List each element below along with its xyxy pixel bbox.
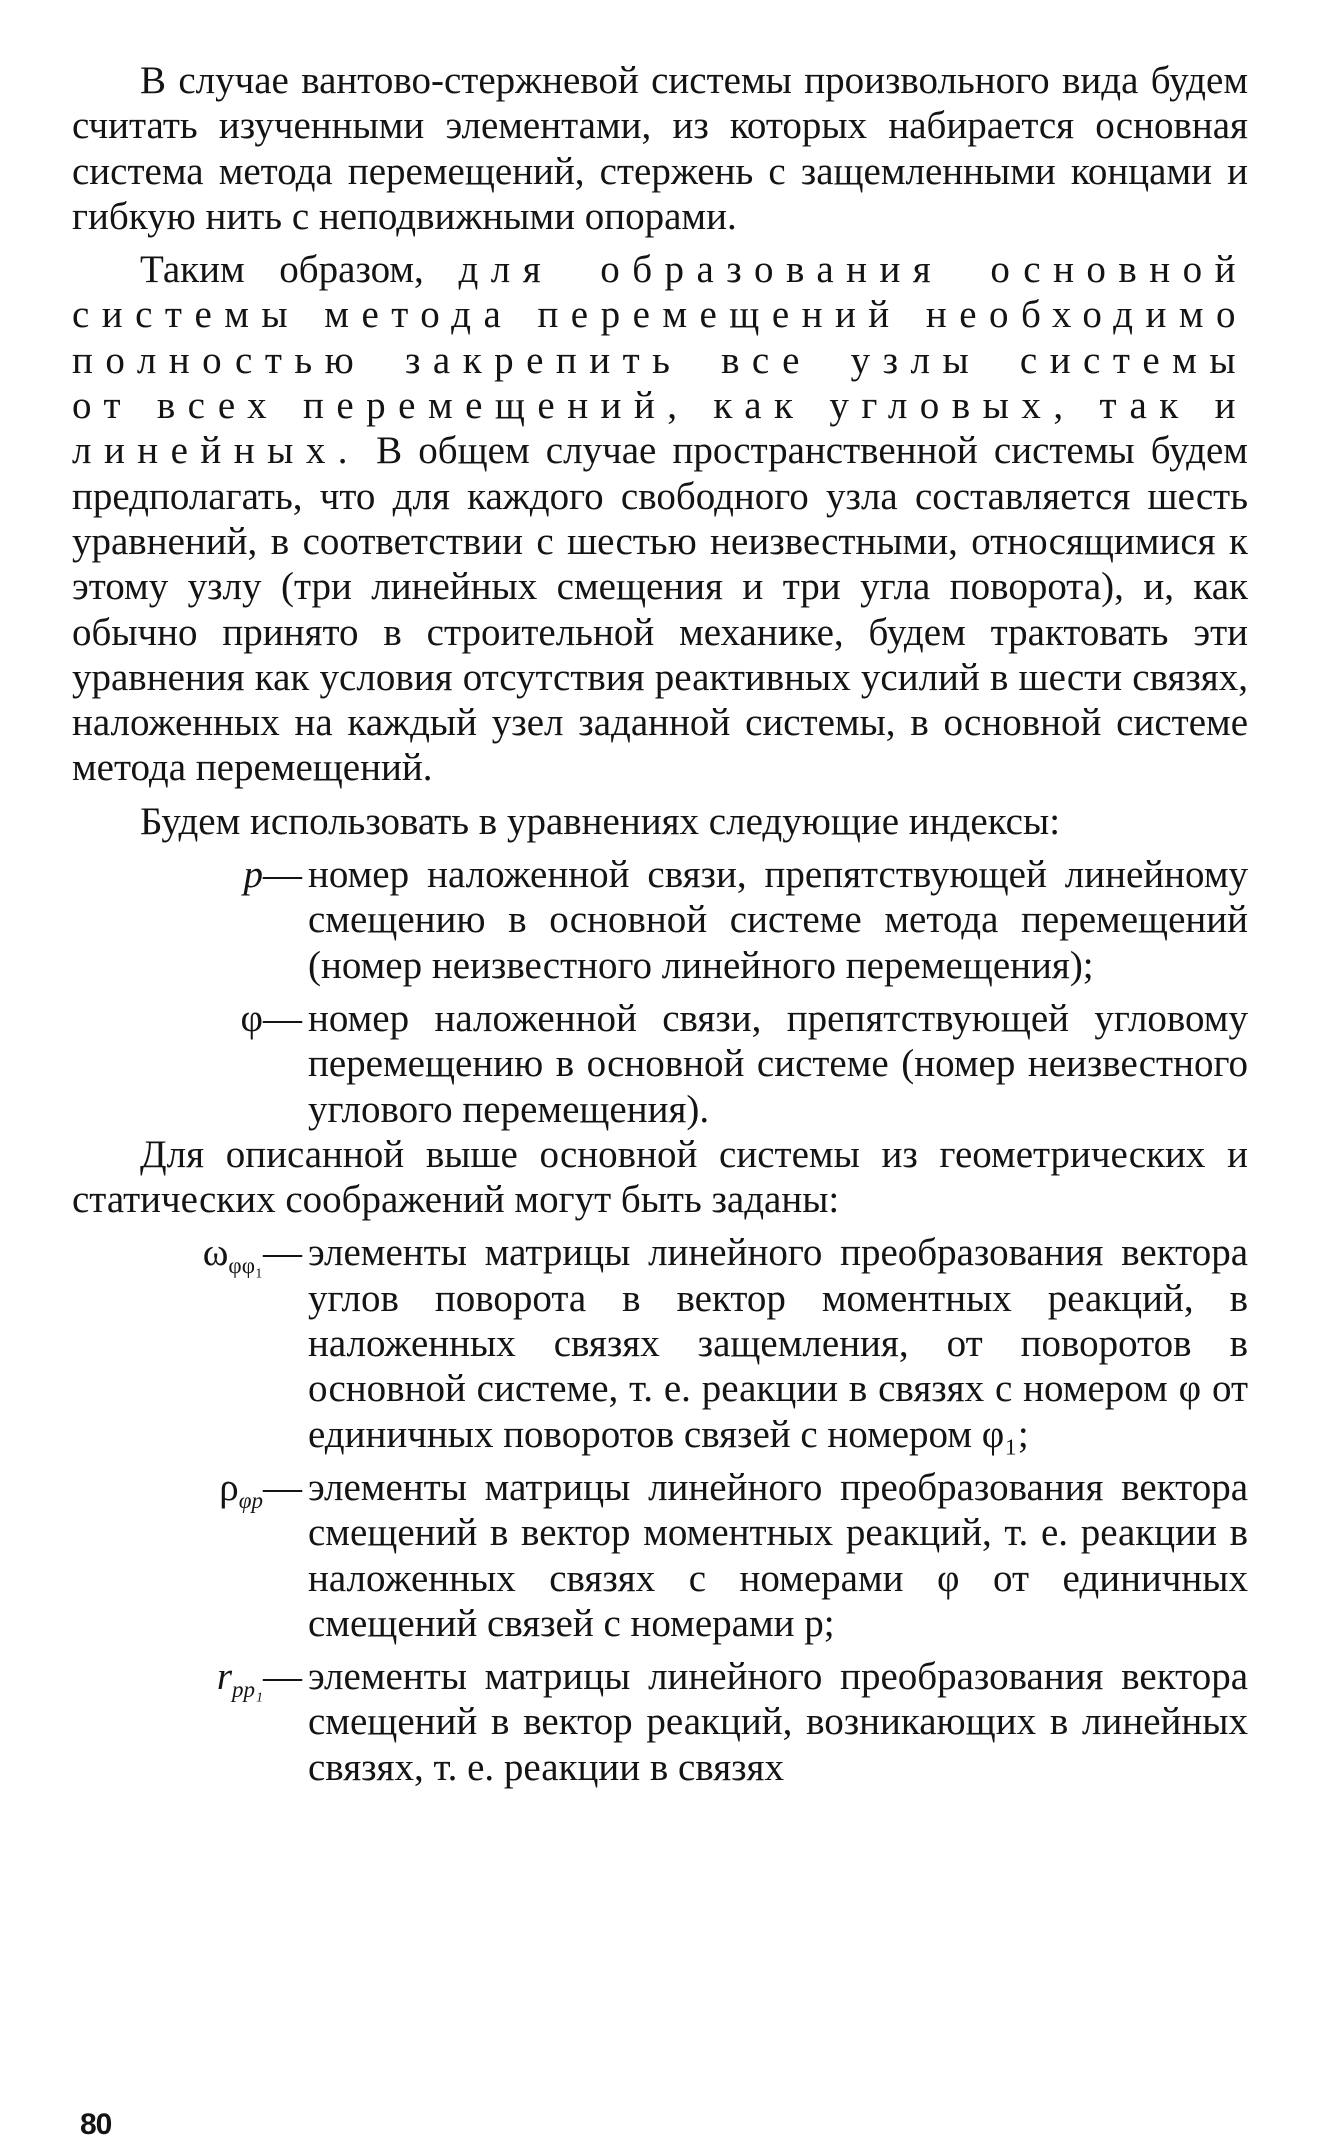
definition-phi xyxy=(72,996,1248,1132)
paragraph-2 xyxy=(72,247,1248,791)
definition-dash: — xyxy=(263,853,302,897)
definition-text: элементы матрицы линейного преобразования вектора смещений в вектор моментных реакций, т. е. реакции в наложенных связях с номерами φ от единичных смещений связей с номерами p; xyxy=(308,1465,1248,1645)
definition-text: элементы матрицы линейного преобразования вектора углов поворота в вектор моментных реакций, в наложенных связях защемления, от поворотов в основной системе, т. е. реакции в связях с номером φ от единичных поворотов связей с номером φ₁; xyxy=(308,1231,1248,1456)
definition-symbol: $\omega_{\varphi\varphi_1}$ xyxy=(202,1231,263,1279)
paragraph-4: Для описанной выше основной системы из геометрических и статических соображений могут быть заданы: xyxy=(72,1132,1248,1222)
definition-text: номер наложенной связи, препятствующей линейному смещению в основной системе метода перемещений (номер неизвестного линейного перемещения); xyxy=(308,853,1248,987)
paragraph-2-rest: В общем случае пространственной системы будем предполагать, что для каждого свободного узла составляется шесть уравнений, в соответствии с шестью неизвестными, относящимися к этому узлу (три линейных смещения и три угла поворота), и, как обычно принято в строительной механике, будем трактовать эти уравнения как условия отсутствия реактивных усилий в шести связях, наложенных на каждый узел заданной системы, в основной системе метода перемещений. xyxy=(72,429,1248,790)
definition-r xyxy=(72,1654,1248,1790)
definition-symbol: p xyxy=(243,853,263,897)
paragraph-2-emphasis: для образования основной системы метода перемещений необходимо полностью закрепить все узлы системы от всех перемещений, как угловых, так и линейных. xyxy=(72,248,1248,473)
definition-symbol: $r_{pp_1}$ xyxy=(216,1655,263,1703)
definition-dash: — xyxy=(263,996,302,1040)
definition-rho xyxy=(72,1465,1248,1646)
definition-omega xyxy=(72,1230,1248,1456)
paragraph-2-lead: Таким образом, xyxy=(140,248,459,292)
page-number: 80 xyxy=(80,2108,112,2141)
definition-symbol: φ xyxy=(240,996,263,1040)
definition-p xyxy=(72,852,1248,988)
paragraph-1: В случае вантово-стержневой системы произвольного вида будем считать изученными элементами, из которых набирается основная система метода перемещений, стержень с защемленными концами и гибкую нить с неподвижными опорами. xyxy=(72,59,1248,238)
page-body xyxy=(72,58,1248,1790)
definition-dash: — xyxy=(263,1465,302,1509)
definition-dash: — xyxy=(263,1231,302,1275)
definition-symbol: $\rho_{\varphi p}$ xyxy=(219,1465,263,1513)
definition-text: элементы матрицы линейного преобразования вектора смещений в вектор реакций, возникающих в линейных связях, т. е. реакции в связях xyxy=(308,1655,1248,1789)
paragraph-3: Будем использовать в уравнениях следующие индексы: xyxy=(140,799,1061,843)
definition-dash: — xyxy=(263,1655,302,1699)
definition-text: номер наложенной связи, препятствующей угловому перемещению в основной системе (номер неизвестного углового перемещения). xyxy=(308,996,1248,1131)
